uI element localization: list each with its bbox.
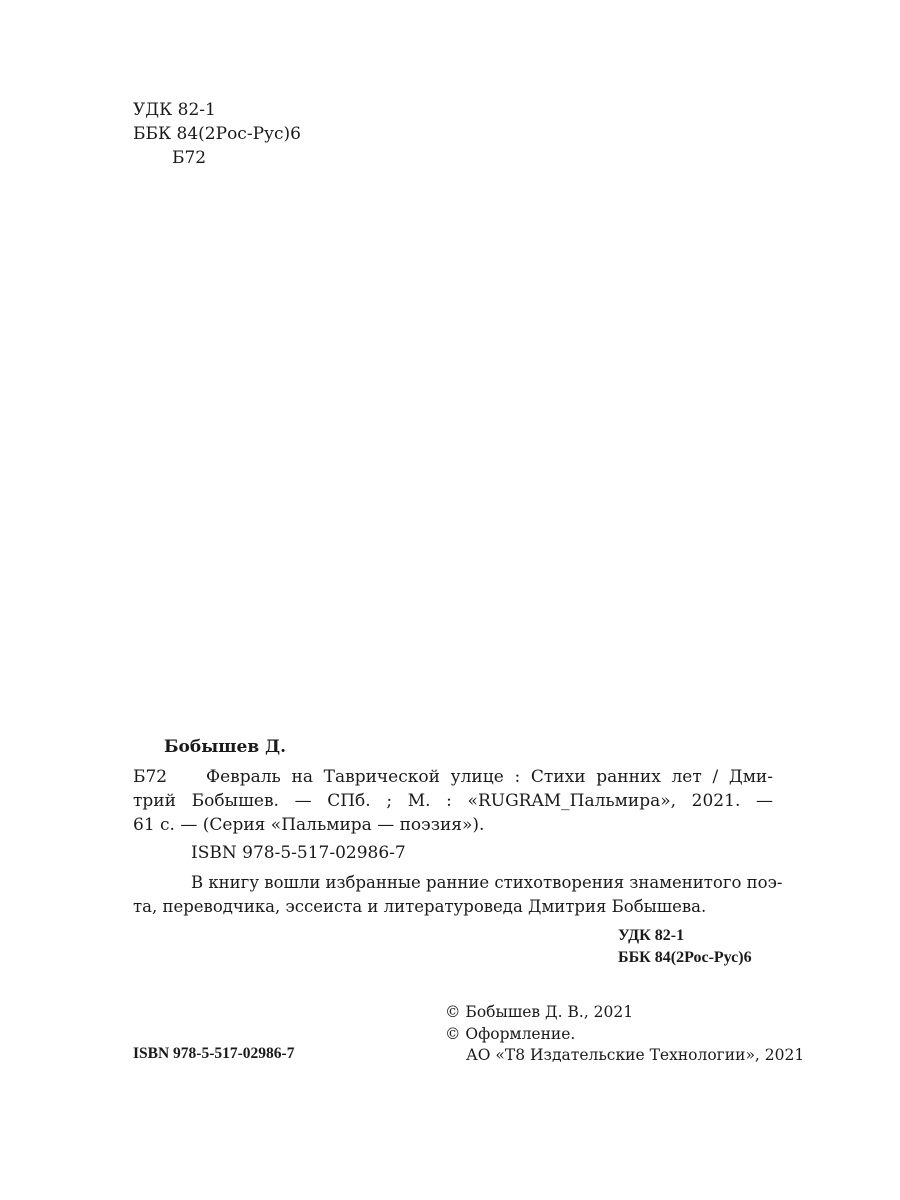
annotation-text-1: В книгу вошли избранные ранние стихотворения знаменитого поэ-: [191, 873, 783, 892]
copyright-publisher: АО «Т8 Издательские Технологии», 2021: [466, 1046, 805, 1064]
bib-text-1: Февраль на Таврической улице : Стихи ранних лет / Дми-: [206, 767, 773, 787]
record-author-mark: Б72: [133, 767, 168, 787]
bbk-code: ББК 84(2Рос-Рус)6: [133, 124, 301, 144]
udk-code: УДК 82-1: [133, 100, 216, 120]
footer-isbn: ISBN 978-5-517-02986-7: [133, 1045, 295, 1062]
record-isbn: ISBN 978-5-517-02986-7: [191, 843, 406, 863]
bib-line-2: [133, 789, 773, 813]
record-author: Бобышев Д.: [164, 737, 287, 757]
copyright-design: © Оформление.: [445, 1025, 576, 1043]
annotation-text-2: та, переводчика, эссеиста и литературоведа Дмитрия Бобышева.: [133, 897, 707, 916]
author-mark: Б72: [172, 148, 207, 168]
annotation: [133, 871, 783, 919]
bib-line-3: [133, 813, 773, 837]
annotation-line-1: [133, 871, 783, 895]
bib-line-1: [133, 765, 773, 789]
annotation-line-2: [133, 895, 773, 919]
bib-text-3: 61 с. — (Серия «Пальмира — поэзия»).: [133, 815, 485, 835]
bib-text-2: трий Бобышев. — СПб. ; М. : «RUGRAM_Пальмира», 2021. —: [133, 791, 773, 811]
record-bbk: ББК 84(2Рос-Рус)6: [618, 949, 752, 966]
record-udk: УДК 82-1: [618, 927, 685, 944]
bibliographic-description: [133, 765, 773, 837]
copyright-author: © Бобышев Д. В., 2021: [445, 1003, 634, 1021]
